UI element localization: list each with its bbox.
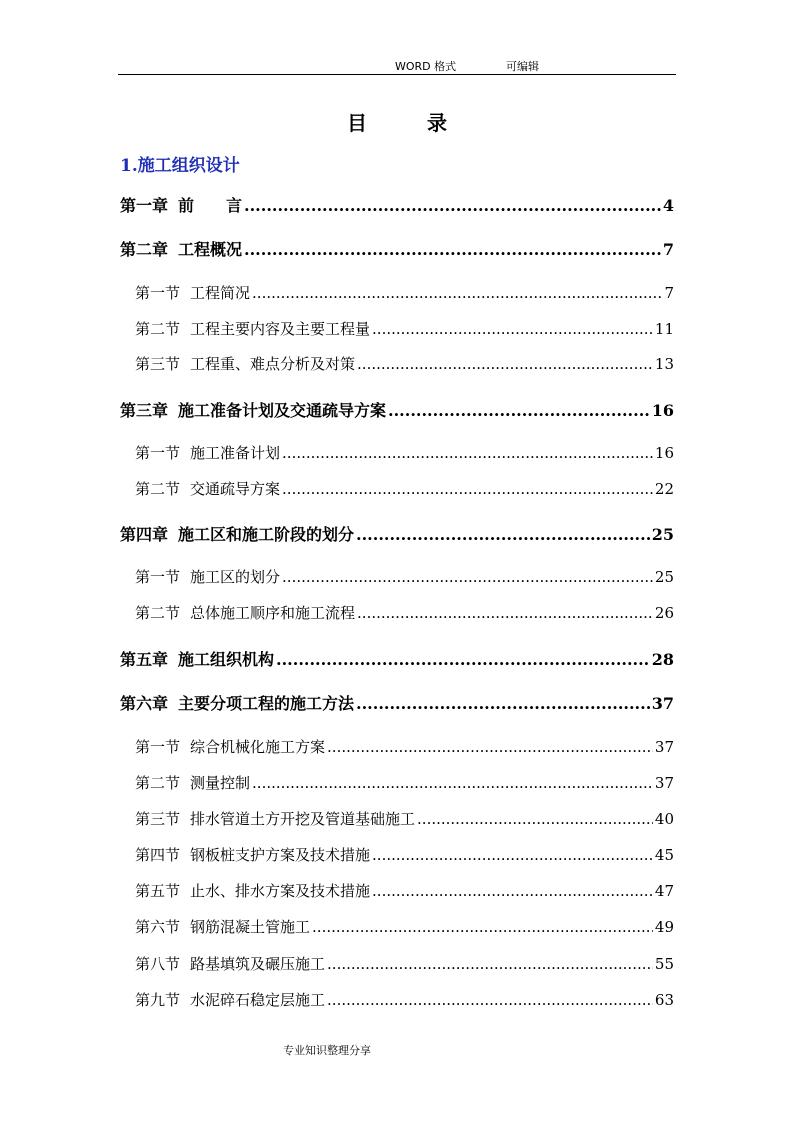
- toc-entry[interactable]: [135, 442, 674, 463]
- toc-dot-leader: [312, 918, 653, 936]
- toc-entry-title: 工程重、难点分析及对策: [190, 355, 356, 373]
- toc-entry-number: 第六节: [135, 918, 181, 936]
- toc-entry-title: 总体施工顺序和施工流程: [190, 604, 356, 622]
- toc-entry[interactable]: [120, 237, 674, 260]
- title-part-1: 目: [347, 111, 367, 135]
- toc-entry[interactable]: [120, 522, 674, 545]
- toc-dot-leader: [252, 284, 662, 302]
- toc-page-number: 25: [651, 525, 674, 544]
- toc-entry-title: 工程概况: [178, 240, 243, 259]
- toc-entry-label: [120, 237, 242, 260]
- toc-dot-leader: [252, 774, 653, 792]
- toc-page-number: 37: [654, 738, 674, 756]
- toc-entry-title: 施工准备计划及交通疏导方案: [178, 401, 387, 420]
- toc-entry-title: 钢筋混凝土管施工: [190, 918, 311, 936]
- toc-entry[interactable]: [120, 193, 674, 216]
- toc-entry-number: 第六章: [120, 694, 169, 713]
- toc-entry-number: 第八节: [135, 955, 181, 973]
- toc-entry-label: [135, 478, 280, 499]
- toc-page-number: 13: [654, 355, 674, 373]
- toc-dot-leader: [417, 810, 653, 828]
- toc-entry-number: 第二节: [135, 480, 181, 498]
- toc-entry[interactable]: [135, 566, 674, 587]
- header-rule: [118, 74, 676, 75]
- toc-page-number: 37: [651, 694, 674, 713]
- toc-dot-leader: [356, 694, 650, 713]
- page-footer: 专业知识整理分享: [283, 1044, 371, 1057]
- toc-entry-number: 第三节: [135, 810, 181, 828]
- toc-entry-title: 施工区和施工阶段的划分: [178, 525, 355, 544]
- toc-page-number: 11: [654, 320, 674, 338]
- toc-entry-title: 施工准备计划: [190, 444, 281, 462]
- toc-page-number: 40: [654, 810, 674, 828]
- toc-entry-label: [120, 193, 242, 216]
- toc-entry-label: [135, 953, 325, 974]
- toc-entry[interactable]: [120, 647, 674, 670]
- toc-entry[interactable]: [135, 478, 674, 499]
- toc-entry-number: 第四节: [135, 846, 181, 864]
- toc-entry-number: 第一节: [135, 568, 181, 586]
- toc-entry[interactable]: [120, 691, 674, 714]
- toc-entry[interactable]: [135, 353, 674, 374]
- toc-page-number: 28: [651, 650, 674, 669]
- toc-entry-number: 第九节: [135, 991, 181, 1009]
- toc-dot-leader: [327, 991, 653, 1009]
- toc-entry[interactable]: [135, 772, 674, 793]
- toc-entry[interactable]: [120, 398, 674, 421]
- toc-entry-label: [135, 880, 370, 901]
- toc-page-number: 16: [651, 401, 674, 420]
- toc-page-number: 4: [662, 196, 674, 215]
- toc-entry[interactable]: [135, 808, 674, 829]
- toc-entry-title: 施工组织机构: [178, 650, 275, 669]
- toc-entry-number: 第三节: [135, 355, 181, 373]
- toc-page-number: 7: [662, 240, 674, 259]
- page-title: [0, 107, 794, 136]
- toc-entry[interactable]: [135, 916, 674, 937]
- toc-dot-leader: [357, 355, 653, 373]
- toc-entry-title: 止水、排水方案及技术措施: [190, 882, 371, 900]
- toc-entry[interactable]: [135, 989, 674, 1010]
- toc-entry-title: 前 言: [178, 196, 243, 215]
- toc-dot-leader: [372, 882, 653, 900]
- toc-entry-number: 第一节: [135, 444, 181, 462]
- header-editable-label: 可编辑: [506, 60, 539, 73]
- toc-page-number: 55: [654, 955, 674, 973]
- toc-entry-label: [135, 916, 310, 937]
- header-format-label: WORD 格式: [395, 60, 457, 73]
- toc-entry-label: [135, 602, 355, 623]
- toc-entry-number: 第一章: [120, 196, 169, 215]
- toc-entry-title: 水泥碎石稳定层施工: [190, 991, 326, 1009]
- toc-entry[interactable]: [135, 880, 674, 901]
- toc-entry-label: [120, 398, 386, 421]
- toc-entry-title: 施工区的划分: [190, 568, 281, 586]
- toc-page-number: 7: [664, 284, 674, 302]
- toc-entry-label: [135, 282, 250, 303]
- toc-page-number: 47: [654, 882, 674, 900]
- toc-dot-leader: [327, 738, 653, 756]
- toc-entry-title: 工程简况: [190, 284, 251, 302]
- toc-page-number: 49: [654, 918, 674, 936]
- toc-entry-number: 第二节: [135, 774, 181, 792]
- toc-entry-label: [120, 522, 354, 545]
- toc-entry[interactable]: [135, 602, 674, 623]
- toc-page-number: 45: [654, 846, 674, 864]
- toc-page-number: 22: [654, 480, 674, 498]
- toc-page-number: 26: [654, 604, 674, 622]
- toc-entry-number: 第一节: [135, 738, 181, 756]
- toc-dot-leader: [356, 525, 650, 544]
- toc-dot-leader: [372, 846, 653, 864]
- toc-entry-number: 第二章: [120, 240, 169, 259]
- toc-entry-title: 交通疏导方案: [190, 480, 281, 498]
- toc-entry[interactable]: [135, 736, 674, 757]
- toc-entry-label: [120, 647, 274, 670]
- toc-entry-title: 钢板桩支护方案及技术措施: [190, 846, 371, 864]
- toc-page-number: 16: [654, 444, 674, 462]
- toc-dot-leader: [276, 650, 650, 669]
- title-part-2: 录: [427, 111, 447, 135]
- toc-entry-number: 第三章: [120, 401, 169, 420]
- toc-entry-label: [135, 772, 250, 793]
- toc-page-number: 37: [654, 774, 674, 792]
- toc-entry-label: [135, 808, 415, 829]
- toc-entry-title: 路基填筑及碾压施工: [190, 955, 326, 973]
- toc-entry-label: [135, 353, 355, 374]
- toc-entry-label: [120, 691, 354, 714]
- toc-entry-label: [135, 318, 370, 339]
- toc-entry[interactable]: [135, 953, 674, 974]
- page-header: [118, 58, 676, 74]
- toc-dot-leader: [282, 568, 653, 586]
- toc-entry-title: 工程主要内容及主要工程量: [190, 320, 371, 338]
- toc-entry-label: [135, 442, 280, 463]
- toc-entry-label: [135, 566, 280, 587]
- toc-entry[interactable]: [135, 844, 674, 865]
- toc-dot-leader: [388, 401, 650, 420]
- toc-entry-label: [135, 989, 325, 1010]
- toc-entry-number: 第二节: [135, 320, 181, 338]
- toc-entry-title: 测量控制: [190, 774, 251, 792]
- toc-entry[interactable]: [135, 318, 674, 339]
- section-heading: 1.施工组织设计: [120, 156, 240, 176]
- toc-dot-leader: [372, 320, 653, 338]
- toc-dot-leader: [244, 196, 661, 215]
- toc-dot-leader: [282, 480, 653, 498]
- toc-entry-number: 第五节: [135, 882, 181, 900]
- toc-entry[interactable]: [135, 282, 674, 303]
- toc-entry-number: 第四章: [120, 525, 169, 544]
- toc-entry-number: 第一节: [135, 284, 181, 302]
- toc-entry-title: 主要分项工程的施工方法: [178, 694, 355, 713]
- toc-entry-number: 第二节: [135, 604, 181, 622]
- toc-page-number: 25: [654, 568, 674, 586]
- toc-dot-leader: [327, 955, 653, 973]
- toc-dot-leader: [357, 604, 653, 622]
- toc-dot-leader: [244, 240, 661, 259]
- toc-dot-leader: [282, 444, 653, 462]
- toc-entry-title: 排水管道土方开挖及管道基础施工: [190, 810, 416, 828]
- toc-entry-label: [135, 736, 325, 757]
- toc-page-number: 63: [654, 991, 674, 1009]
- toc-entry-label: [135, 844, 370, 865]
- toc-entry-title: 综合机械化施工方案: [190, 738, 326, 756]
- toc-entry-number: 第五章: [120, 650, 169, 669]
